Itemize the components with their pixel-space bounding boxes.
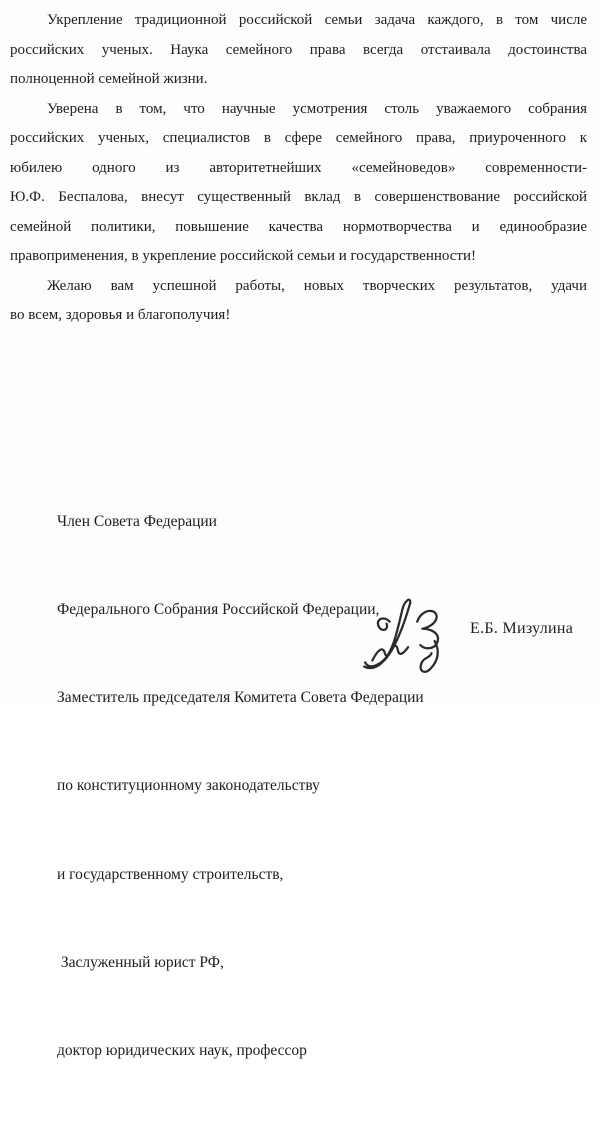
signatory-name: Е.Б. Мизулина — [470, 620, 574, 637]
signature-block — [57, 448, 424, 1124]
text-line: правоприменения, в укрепление российской семьи и государственности! — [10, 248, 476, 264]
signature-title-line: по конституционному законодательству — [57, 777, 320, 795]
text-line: семейной политики, повышение качества нормотворчества и единообразие — [10, 218, 587, 235]
text-line: полноценной семейной жизни. — [10, 71, 208, 87]
handwritten-signature-icon — [356, 592, 453, 686]
signature-title-line: Заместитель председателя Комитета Совета Федерации — [57, 689, 424, 707]
text-line: во всем, здоровья и благополучия! — [10, 307, 231, 323]
paragraph-2 — [10, 95, 587, 272]
text-line: российских ученых. Наука семейного права всегда отстаивала достоинства — [10, 41, 587, 58]
text-line: российских ученых, специалистов в сфере семейного права, приуроченного к — [10, 130, 587, 146]
signature-title-line: Федерального Собрания Российской Федерации, — [57, 601, 380, 619]
text-line: Желаю вам успешной работы, новых творческих результатов, удачи — [47, 277, 587, 294]
signature-title-line: и государственному строительств, — [57, 865, 284, 883]
paragraph-3 — [10, 272, 587, 331]
text-line: Уверена в том, что научные усмотрения столь уважаемого собрания — [47, 100, 587, 117]
text-line: юбилею одного из авторитетнейших «семейноведов» современности- — [10, 159, 587, 176]
signature-title-line: доктор юридических наук, профессор — [57, 1042, 307, 1060]
signature-title-line: Заслуженный юрист РФ, — [57, 953, 224, 971]
text-line: Ю.Ф. Беспалова, внесут существенный вклад в совершенствование российской — [10, 189, 587, 205]
text-line: Укрепление традиционной российской семьи задача каждого, в том числе — [47, 12, 587, 28]
paragraph-1 — [10, 6, 587, 95]
letter-body — [10, 6, 587, 331]
signature-title-line: Член Совета Федерации — [57, 512, 217, 530]
